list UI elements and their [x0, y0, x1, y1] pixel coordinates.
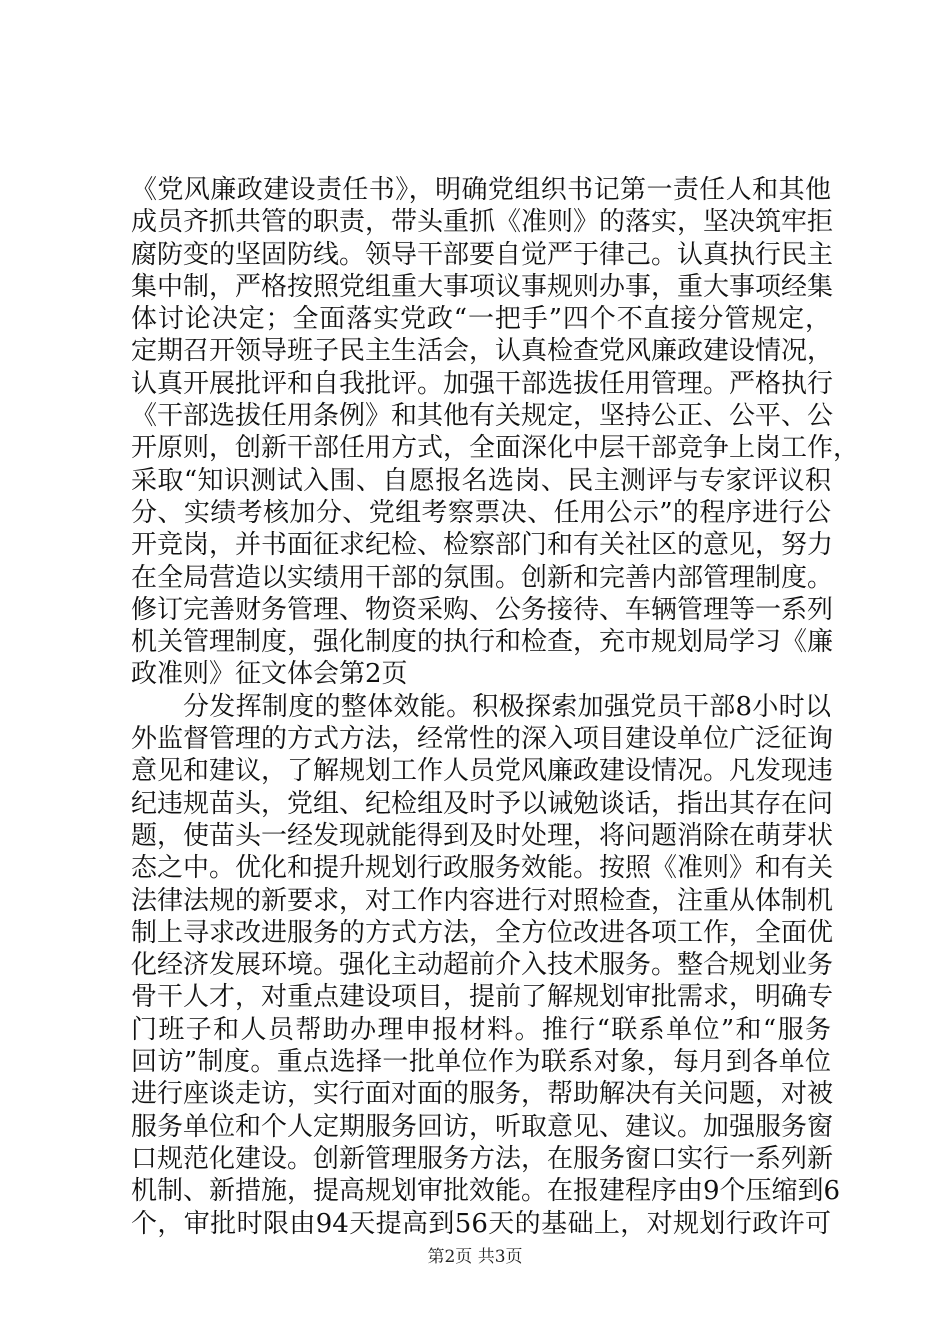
text-line: 开竞岗，并书面征求纪检、检察部门和有关社区的意见，努力: [131, 530, 834, 561]
text-line: 回访”制度。重点选择一批单位作为联系对象，每月到各单位: [131, 1047, 831, 1078]
text-line: 政准则》征文体会第2页: [131, 659, 408, 690]
text-line: 采取“知识测试入围、自愿报名选岗、民主测评与专家评议积: [131, 465, 831, 496]
text-line: 骨干人才，对重点建设项目，提前了解规划审批需求，明确专: [131, 982, 834, 1013]
text-line: 进行座谈走访，实行面对面的服务，帮助解决有关问题，对被: [131, 1079, 834, 1110]
text-line: 制上寻求改进服务的方式方法，全方位改进各项工作，全面优: [131, 917, 834, 948]
text-line: 题，使苗头一经发现就能得到及时处理，将问题消除在萌芽状: [131, 820, 834, 851]
text-line: 腐防变的坚固防线。领导干部要自觉严于律己。认真执行民主: [131, 239, 834, 270]
text-line: 认真开展批评和自我批评。加强干部选拔任用管理。严格执行: [131, 368, 834, 399]
text-line: 意见和建议，了解规划工作人员党风廉政建设情况。凡发现违: [131, 756, 834, 787]
text-line: 《党风廉政建设责任书》，明确党组织书记第一责任人和其他: [131, 175, 831, 205]
text-line: 修订完善财务管理、物资采购、公务接待、车辆管理等一系列: [131, 594, 834, 625]
text-line: 外监督管理的方式方法，经常性的深入项目建设单位广泛征询: [131, 724, 834, 755]
text-line: 口规范化建设。创新管理服务方法，在服务窗口实行一系列新: [131, 1143, 834, 1174]
text-line: 服务单位和个人定期服务回访，听取意见、建议。加强服务窗: [131, 1111, 834, 1142]
page-number: 第2页 共3页: [427, 1247, 523, 1267]
text-line: 纪违规苗头，党组、纪检组及时予以诫勉谈话，指出其存在问: [131, 788, 834, 819]
text-line: 化经济发展环境。强化主动超前介入技术服务。整合规划业务: [131, 950, 834, 981]
text-line: 门班子和人员帮助办理申报材料。推行“联系单位”和“服务: [131, 1014, 831, 1045]
text-line: 《干部选拔任用条例》和其他有关规定，坚持公正、公平、公: [131, 401, 834, 432]
text-line: 个，审批时限由94天提高到56天的基础上，对规划行政许可: [131, 1208, 831, 1239]
text-line: 分发挥制度的整体效能。积极探索加强党员干部8小时以: [183, 691, 831, 722]
text-line: 态之中。优化和提升规划行政服务效能。按照《准则》和有关: [131, 853, 834, 884]
text-line: 开原则，创新干部任用方式，全面深化中层干部竞争上岗工作，: [131, 433, 860, 464]
text-line: 在全局营造以实绩用干部的氛围。创新和完善内部管理制度。: [131, 562, 834, 593]
text-line: 体讨论决定；全面落实党政“一把手”四个不直接分管规定，: [131, 304, 831, 335]
body-text: [131, 174, 860, 1240]
text-line: 成员齐抓共管的职责，带头重抓《准则》的落实，坚决筑牢拒: [131, 207, 834, 238]
paragraph-2: [131, 691, 841, 1240]
text-line: 法律法规的新要求，对工作内容进行对照检查，注重从体制机: [131, 885, 834, 916]
text-line: 机制、新措施，提高规划审批效能。在报建程序由9个压缩到6: [131, 1176, 841, 1207]
text-line: 定期召开领导班子民主生活会，认真检查党风廉政建设情况，: [131, 336, 834, 367]
paragraph-1: [131, 174, 860, 691]
text-line: 集中制，严格按照党组重大事项议事规则办事，重大事项经集: [131, 271, 834, 302]
text-line: 机关管理制度，强化制度的执行和检查，充市规划局学习《廉: [131, 627, 834, 658]
page-footer: [0, 1242, 950, 1267]
text-line: 分、实绩考核加分、党组考察票决、任用公示”的程序进行公: [131, 497, 831, 528]
